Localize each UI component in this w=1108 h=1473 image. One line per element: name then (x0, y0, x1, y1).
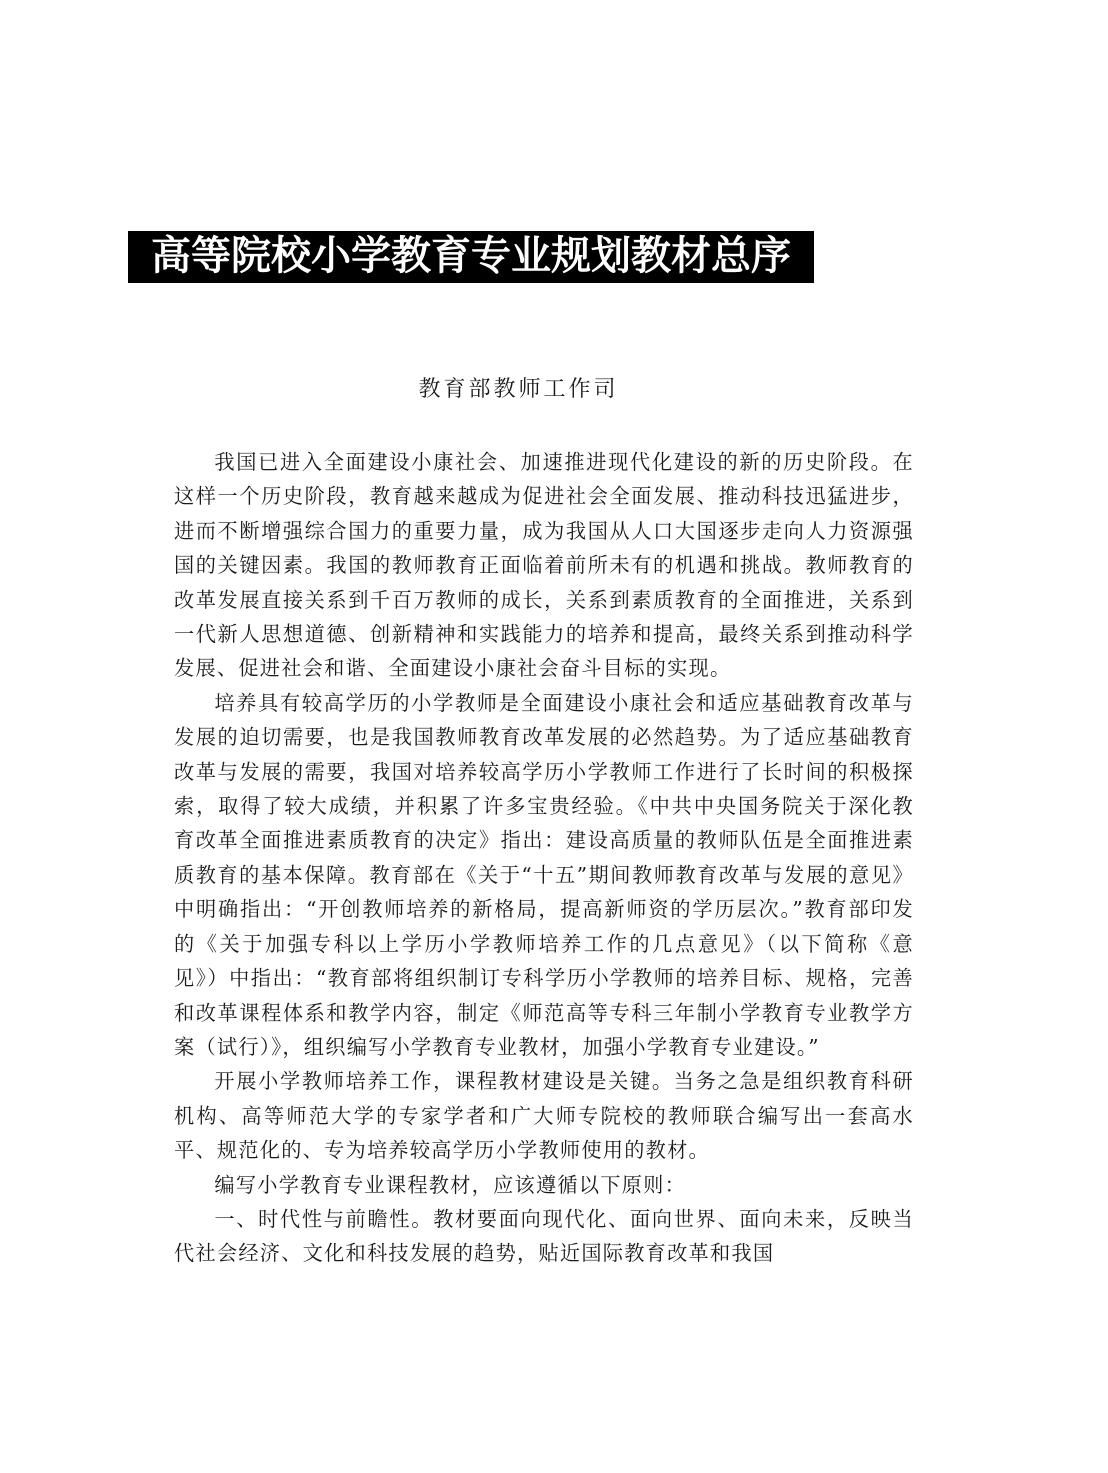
author-line: 教育部教师工作司 (418, 377, 619, 402)
body-text (174, 445, 914, 1271)
paragraph: 一、时代性与前瞻性。教材要面向现代化、面向世界、面向未来，反映当代社会经济、文化和科技发展的趋势，贴近国际教育改革和我国 (174, 1206, 914, 1266)
paragraph: 培养具有较高学历的小学教师是全面建设小康社会和适应基础教育改革与发展的迫切需要，也是我国教师教育改革发展的必然趋势。为了适应基础教育改革与发展的需要，我国对培养较高学历小学教师工作进行了长时间的积极探索，取得了较大成绩，并积累了许多宝贵经验。《中共中央国务院关于深化教育改革全面推进素质教育的决定》指出：建设高质量的教师队伍是全面推进素质教育的基本保障。教育部在《关于“十五”期间教师教育改革与发展的意见》中明确指出：“开创教师培养的新格局，提高新师资的学历层次。”教育部印发的《关于加强专科以上学历小学教师培养工作的几点意见》（以下简称《意见》）中指出：“教育部将组织制订专科学历小学教师的培养目标、规格，完善和改革课程体系和教学内容，制定《师范高等专科三年制小学教育专业教学方案（试行）》，组织编写小学教育专业教材，加强小学教育专业建设。” (174, 690, 914, 1059)
paragraph: 编写小学教育专业课程教材，应该遵循以下原则： (214, 1172, 687, 1197)
paragraph: 开展小学教师培养工作，课程教材建设是关键。当务之急是组织教育科研机构、高等师范大学的专家学者和广大师专院校的教师联合编写出一套高水平、规范化的、专为培养较高学历小学教师使用的教材。 (174, 1069, 914, 1163)
paragraph: 我国已进入全面建设小康社会、加速推进现代化建设的新的历史阶段。在这样一个历史阶段，教育越来越成为促进社会全面发展、推动科技迅猛进步，进而不断增强综合国力的重要力量，成为我国从人口大国逐步走向人力资源强国的关键因素。我国的教师教育正面临着前所未有的机遇和挑战。教师教育的改革发展直接关系到千百万教师的成长，关系到素质教育的全面推进，关系到一代新人思想道德、创新精神和实践能力的培养和提高，最终关系到推动科学发展、促进社会和谐、全面建设小康社会奋斗目标的实现。 (174, 450, 914, 681)
title-banner (128, 231, 814, 283)
page-title: 高等院校小学教育专业规划教材总序 (151, 231, 791, 279)
